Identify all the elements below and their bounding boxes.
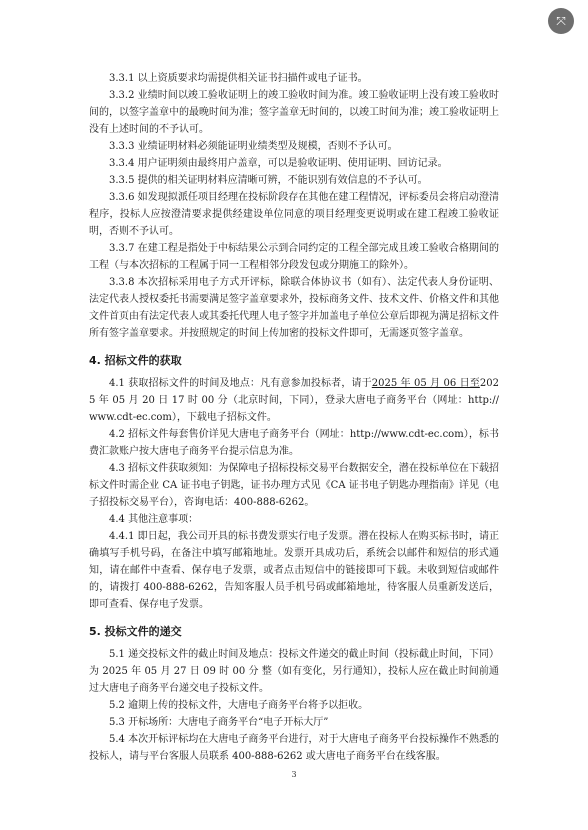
close-icon[interactable]: ⤧ (548, 8, 574, 34)
page-number: 3 (291, 770, 297, 779)
clause-4-1-date: 2025 年 05 月 06 日至 (371, 378, 480, 389)
document-body (89, 70, 499, 765)
clause-4-1-rest: 2025 年 05 月 20 日 17 时 00 分（北京时间，下同），登录大唐电子商务平台（网址：http://www.cdt-ec.com），下载电子招标文件。 (89, 378, 499, 423)
clause-5-4: 5.4 本次开标评标均在大唐电子商务平台进行，对于大唐电子商务平台投标操作不熟悉的投标人，请与平台客服人员联系 400-888-6262 或大唐电子商务平台在线客服。 (89, 734, 499, 762)
clause-5-3: 5.3 开标场所：大唐电子商务平台“电子开标大厅” (109, 717, 329, 728)
clause-3-3-1: 3.3.1 以上资质要求均需提供相关证书扫描件或电子证书。 (109, 73, 368, 84)
clause-4-1-lead: 4.1 获取招标文件的时间及地点：凡有意参加投标者，请于 (109, 378, 372, 389)
clause-4-1 (89, 375, 499, 426)
clause-4-3: 4.3 招标文件获取须知：为保障电子招标投标交易平台数据安全，潜在投标单位在下载招标文件时需企业 CA 证书电子钥匙，证书办理方式见《CA 证书电子钥匙办理指南》详见（电子招投标交易平台），咨询电话：400-888-6262。 (89, 463, 499, 508)
section-4-heading: 4. 招标文件的获取 (89, 354, 182, 367)
clause-3-3-5: 3.3.5 提供的相关证明材料应清晰可辨，不能识别有效信息的不予认可。 (109, 175, 428, 186)
clause-3-3-3: 3.3.3 业绩证明材料必须能证明业绩类型及规模，否则不予认可。 (109, 141, 398, 152)
clause-5-1: 5.1 递交投标文件的截止时间及地点：投标文件递交的截止时间（投标截止时间，下同）为 2025 年 05 月 27 日 09 时 00 分 整（如有变化，另行通知），投标人应在截止时间前通过大唐电子商务平台递交电子投标文件。 (89, 649, 499, 694)
clause-3-3-4: 3.3.4 用户证明须由最终用户盖章，可以是验收证明、使用证明、回访记录。 (109, 158, 448, 169)
clause-4-4: 4.4 其他注意事项： (109, 514, 199, 525)
clause-4-2: 4.2 招标文件每套售价详见大唐电子商务平台（网址：http://www.cdt-ec.com），标书费汇款账户按大唐电子商务平台提示信息为准。 (89, 429, 499, 457)
clause-3-3-2: 3.3.2 业绩时间以竣工验收证明上的竣工验收时间为准。竣工验收证明上没有竣工验收时间的，以签字盖章中的最晚时间为准；签字盖章无时间的，以竣工时间为准；竣工验收证明上没有上述时间的不予认可。 (89, 90, 499, 135)
clause-4-4-1: 4.4.1 即日起，我公司开具的标书费发票实行电子发票。潜在投标人在购买标书时，请正确填写手机号码，在备注中填写邮箱地址。发票开具成功后，系统会以邮件和短信的形式通知，请在邮件中查看、保存电子发票，或者点击短信中的链接即可下载。未收到短信或邮件的，请拨打 400-888-6262，告知客服人员手机号码或邮箱地址，待客服人员重新发送后，即可查看、保存电子发票。 (89, 531, 499, 610)
section-5-heading: 5. 投标文件的递交 (89, 625, 182, 638)
clause-5-2: 5.2 逾期上传的投标文件，大唐电子商务平台将予以拒收。 (109, 700, 369, 711)
clause-3-3-7: 3.3.7 在建工程是指处于中标结果公示到合同约定的工程全部完成且竣工验收合格期间的工程（与本次招标的工程属于同一工程相邻分段发包或分期施工的除外）。 (89, 243, 499, 271)
clause-3-3-6: 3.3.6 如发现拟派任项目经理在投标阶段存在其他在建工程情况，评标委员会将启动澄清程序，投标人应按澄清要求提供经建设单位同意的项目经理变更说明或在建工程竣工验收证明，否则不予认可。 (89, 192, 499, 237)
clause-3-3-8: 3.3.8 本次招标采用电子方式开评标，除联合体协议书（如有）、法定代表人身份证明、法定代表人授权委托书需要满足签字盖章要求外，投标商务文件、技术文件、价格文件和其他文件首页由有法定代表人或其委托代理人电子签字并加盖电子单位公章后即视为满足招标文件所有签字盖章要求。并按照规定的时间上传加密的投标文件即可，无需逐页签字盖章。 (89, 277, 499, 339)
